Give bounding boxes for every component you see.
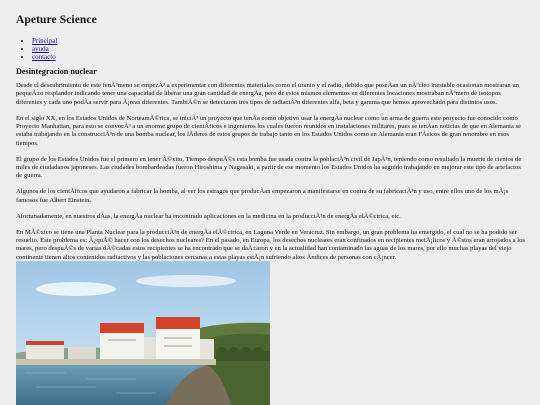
paragraph-4: Algunos de los cientÃficos que ayudaron a fabricar la bomba, al ver los estragos que producÃan empezaron a manifestarse en contra de su fabricaciÃ³n y uso, entre ellos uno de los mÃ¡s famosos fue Albert Einstein. xyxy=(16,188,509,204)
nav-item-principal xyxy=(32,37,57,45)
paragraph-5: Afortunadamente, en nuestros dÃas, la energÃa nuclear ha encontrado aplicaciones en la medicina en la producciÃ³n de energÃa elÃ©ctrica, etc. xyxy=(16,212,401,220)
article-heading: Desintegracion nuclear xyxy=(16,67,97,76)
nav-link-contacto[interactable]: contacto xyxy=(32,53,56,62)
nav-item-ayuda xyxy=(32,45,57,53)
article-body xyxy=(16,82,528,270)
nav-link-ayuda[interactable]: ayuda xyxy=(32,45,49,54)
paragraph-2: En el siglo XX, en los Estados Unidos de NorteamÃ©rica, se iniciÃ³ un proyecto que tenÃa como objetivo usar la energÃa nuclear como un arma de guerra este proyecto fue conocido como Proyecto Manhattan, para esto se convocÃ³ a un enorme grupo de cientÃficos e ingenieros los cuales fueron reunidos en instalaciones militares, pues se tenÃan noticias de que en Alemania se estaba trabajando en la construcciÃ³n de una bomba nuclear, los lÃderes de estos grupos de trabajo tanto en los Estados Unidos como en Alemania eran FÃsicos de gran renombre en esos tiempos. xyxy=(16,114,521,147)
nuclear-plant-photo xyxy=(16,261,270,405)
site-title: Apeture Science xyxy=(16,14,97,26)
nav-link-principal[interactable]: Principal xyxy=(32,37,58,45)
paragraph-3: El grupo de los Estados Unidos fue el primero en tener Ã©xito. Tiempo despuÃ©s esta bomba fue usada contra la poblaciÃ³n civil de JapÃ³n, teniendo como resultado la muerte de cientos de miles de ciudadanos japoneses. Las ciudades bombardeadas fueron Hiroshima y Nagasaki, a partir de ese momento los Estados Unidos ha seguido trabajando en mejorar este tipo de artefactos de guerra. xyxy=(16,155,522,180)
paragraph-6: En MÃ©xico se tiene una Planta Nuclear para la producciÃ³n de energÃa elÃ©ctrica, en Laguna Verde en Veracruz. Sin embargo, un gran problema ha emergido, el cual no se ha podido ser resuelto. Este problema es: Â¿quÃ© hacer con los desechos nucleares? En el pasado, en Europa, los desechos nucleares eran confinados en recipientes metÃ¡licos y Ã©stos eran arrojados a los mares, pero despuÃ©s de varias dÃ©cadas estos recipientes se ha encontrado que se daÃ±aron y en la actualidad han contaminado las aguas de los mares, por ello muchas playas del viejo continente tienen altos contenidos radiactivos y las poblaciones cercanas a estas playas estÃ¡n sufriendo altos Ãndices de personas con cÃ¡ncer. xyxy=(16,228,525,261)
paragraph-1: Desde el descubrimiento de este fenÃ³meno se empezÃ³ a experimentar con diferentes materiales como el uranio y el radio, debido que posеÃan un nÃºcleo inestable ocasionan mostraran un pequeÃ±o resplandor indicando tener una capacidad de liberar una gran cantidad de energÃa, pero de estos mismos elementos en diferentes locaciones mostraban nÃºmero de isotopos diferentes y cada uno podÃa servir para Ã¡reas diferentes. TambiÃ©n se detectaron tres tipos de radiaciÃ³n diferentes alfa, beta y gamma que hemos aprovechado para distintos usos. xyxy=(16,82,519,106)
nav-menu xyxy=(18,37,57,62)
nav-item-contacto xyxy=(32,53,57,61)
